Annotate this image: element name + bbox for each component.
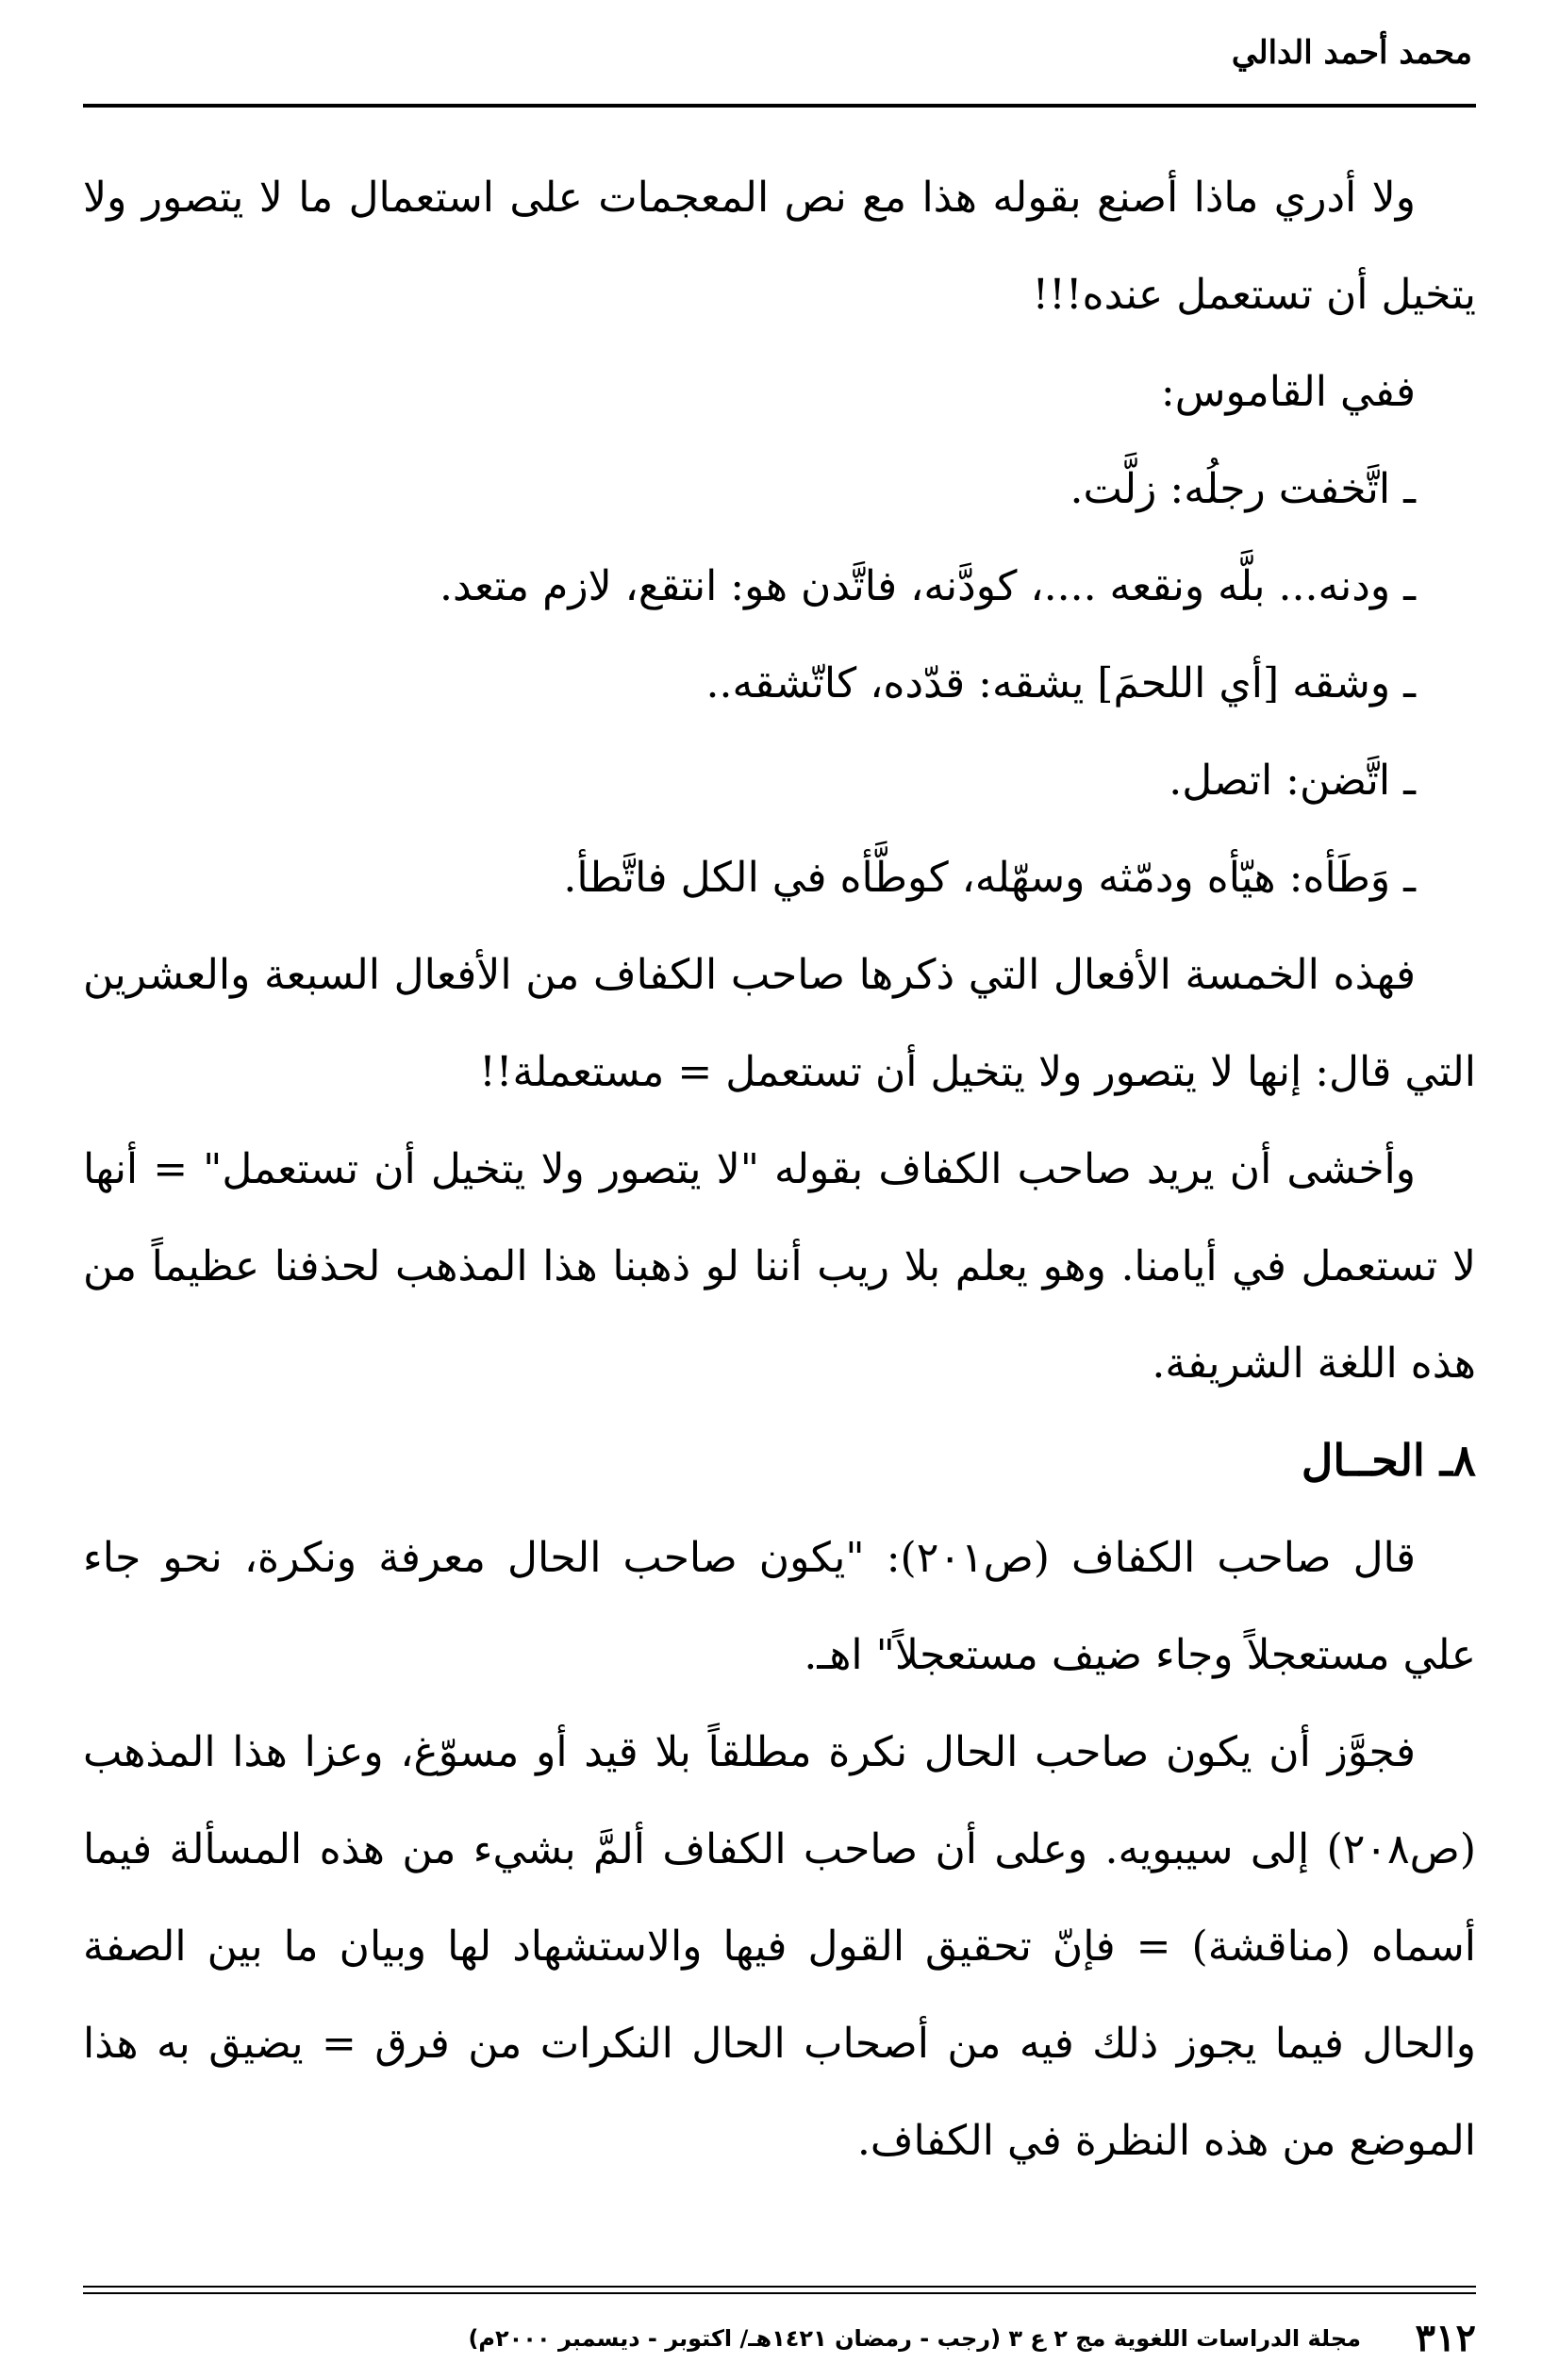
dictionary-entry: ـ اتَّخفت رجلُه: زلَّت. xyxy=(1070,465,1416,513)
journal-citation: مجلة الدراسات اللغوية مج ٢ ع ٣ (رجب - رمضان ١٤٢١هـ/ اكتوبر - ديسمبر ٢٠٠٠م) xyxy=(468,2325,1361,2352)
footer-rule xyxy=(83,2286,1476,2288)
paragraph: فهذه الخمسة الأفعال التي ذكرها صاحب الكفاف من الأفعال السبعة والعشرين التي قال: إنها لا يتصور ولا يتخيل أن تستعمل = مستعملة!! xyxy=(83,951,1476,1096)
section-heading: ٨ـ الحــال xyxy=(1301,1435,1476,1486)
paragraph: فجوَّز أن يكون صاحب الحال نكرة مطلقاً بلا قيد أو مسوّغ، وعزا هذا المذهب (ص٢٠٨) إلى سيبويه. وعلى أن صاحب الكفاف ألمَّ بشيء من هذه المسألة فيما أسماه (مناقشة) = فإنّ تحقيق القول فيها والاستشهاد لها وبيان ما بين الصفة والحال فيما يجوز ذلك فيه من أصحاب الحال النكرات من فرق = يضيق به هذا الموضع من هذه النظرة في الكفاف. xyxy=(83,1728,1476,2165)
dictionary-entry: ـ ودنه... بلَّه ونقعه ....، كودَّنه، فاتَّدن هو: انتقع، لازم متعد. xyxy=(439,562,1416,610)
footer-rule xyxy=(83,2292,1476,2294)
paragraph: ولا أدري ماذا أصنع بقوله هذا مع نص المعجمات على استعمال ما لا يتصور ولا يتخيل أن تستعمل عنده!!! xyxy=(83,174,1476,319)
page-footer xyxy=(83,2316,1476,2363)
paragraph: وأخشى أن يريد صاحب الكفاف بقوله "لا يتصور ولا يتخيل أن تستعمل" = أنها لا تستعمل في أيامنا. وهو يعلم بلا ريب أننا لو ذهبنا هذا المذهب لحذفنا عظيماً من هذه اللغة الشريفة. xyxy=(83,1145,1476,1388)
dictionary-entry: ـ وَطَأه: هيّأه ودمّثه وسهّله، كوطَّأه في الكل فاتَّطأ. xyxy=(563,854,1416,902)
paragraph: قال صاحب الكفاف (ص٢٠١): "يكون صاحب الحال معرفة ونكرة، نحو جاء علي مستعجلاً وجاء ضيف مستعجلاً" اهـ. xyxy=(83,1534,1476,1679)
paragraph: ففي القاموس: xyxy=(1160,368,1416,416)
body-text xyxy=(83,149,1476,2189)
page-number: ٣١٢ xyxy=(1415,2316,1476,2360)
dictionary-entry: ـ اتَّضن: اتصل. xyxy=(1169,757,1416,805)
running-head-author: محمد أحمد الدالي xyxy=(1231,34,1472,72)
dictionary-entry: ـ وشقه [أي اللحمَ] يشقه: قدّده، كاتّشقه.. xyxy=(705,659,1416,707)
header-rule xyxy=(83,104,1476,108)
